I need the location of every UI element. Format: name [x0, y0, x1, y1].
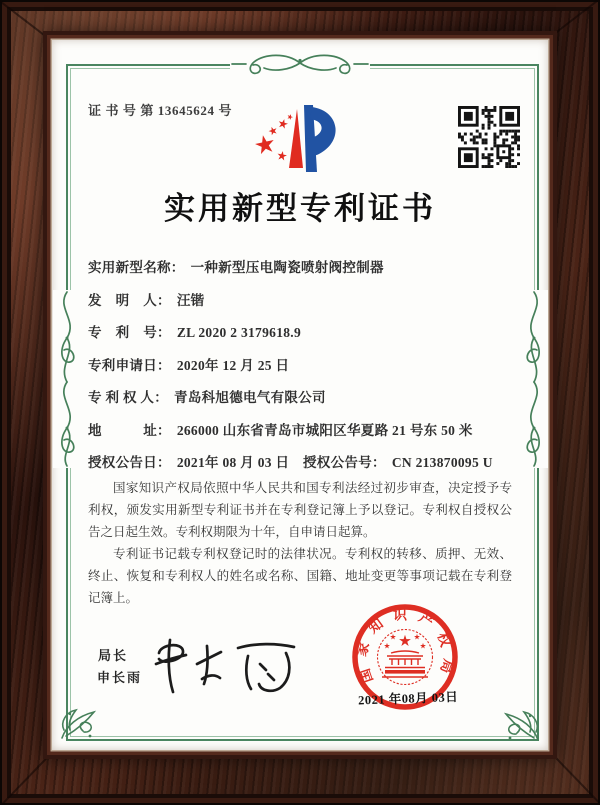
field-grant-number	[303, 451, 493, 471]
field-label: 专 利 权 人：	[88, 390, 169, 405]
flourish-corner-ornament-icon	[56, 700, 100, 744]
frame-miter	[0, 0, 52, 42]
flourish-corner-ornament-icon	[500, 702, 544, 746]
frame-miter	[0, 752, 53, 805]
field-label: 地 址：	[88, 423, 171, 438]
flourish-side-ornament-icon	[53, 290, 79, 468]
flourish-side-ornament-icon	[522, 290, 548, 468]
field-row-inventor	[88, 289, 204, 309]
flourish-top-ornament-icon	[230, 51, 370, 81]
field-label: 专利申请日：	[88, 358, 171, 373]
field-label: 授权公告号：	[303, 455, 386, 470]
frame-miter	[549, 750, 600, 805]
field-row-patentee	[88, 386, 326, 406]
field-value: 青岛科旭德电气有限公司	[174, 390, 326, 405]
field-label: 实用新型名称：	[88, 260, 185, 275]
certificate-number: 证 书 号 第 13645624 号	[88, 103, 233, 118]
field-label: 专 利 号：	[88, 325, 171, 340]
field-value: 汪锴	[176, 293, 205, 308]
frame-miter	[546, 0, 600, 40]
national-emblem-icon	[382, 634, 428, 677]
seal-date: 2021 年08月 03日	[357, 689, 459, 708]
field-value: ZL 2020 2 3179618.9	[176, 325, 302, 340]
field-label: 授权公告日：	[88, 455, 171, 470]
field-row-name	[88, 256, 384, 276]
qr-code	[458, 106, 520, 168]
certificate-page	[52, 40, 548, 750]
director-title: 局长	[98, 648, 129, 663]
director-name: 申长雨	[97, 670, 143, 685]
legal-paragraph: 国家知识产权局依照中华人民共和国专利法经过初步审查，决定授予专利权，颁发实用新型专利证书并在专利登记簿上予以登记。专利权自授权公告之日起生效。专利权期限为十年，自申请日起算。	[88, 481, 512, 539]
seal-text: 国家知识产权局	[354, 608, 456, 685]
director-signature	[150, 634, 315, 696]
field-value: 266000 山东省青岛市城阳区华夏路 21 号东 50 米	[176, 423, 473, 438]
legal-text	[88, 477, 512, 609]
certificate-title: 实用新型专利证书	[164, 191, 436, 226]
field-value: 2021年 08 月 03 日	[176, 455, 290, 470]
field-value: CN 213870095 U	[391, 455, 493, 470]
field-value: 一种新型压电陶瓷喷射阀控制器	[190, 260, 384, 275]
field-row-grant	[88, 451, 493, 471]
field-row-filing-date	[88, 354, 289, 374]
field-label: 发 明 人：	[88, 293, 171, 308]
field-row-address	[88, 419, 473, 439]
legal-paragraph: 专利证书记载专利权登记时的法律状况。专利权的转移、质押、无效、终止、恢复和专利权人的姓名或名称、国籍、地址变更等事项记载在专利登记簿上。	[88, 547, 512, 605]
cnipa-patent-logo-icon	[240, 95, 370, 185]
field-row-patent-no	[88, 321, 301, 341]
field-value: 2020年 12 月 25 日	[176, 358, 290, 373]
